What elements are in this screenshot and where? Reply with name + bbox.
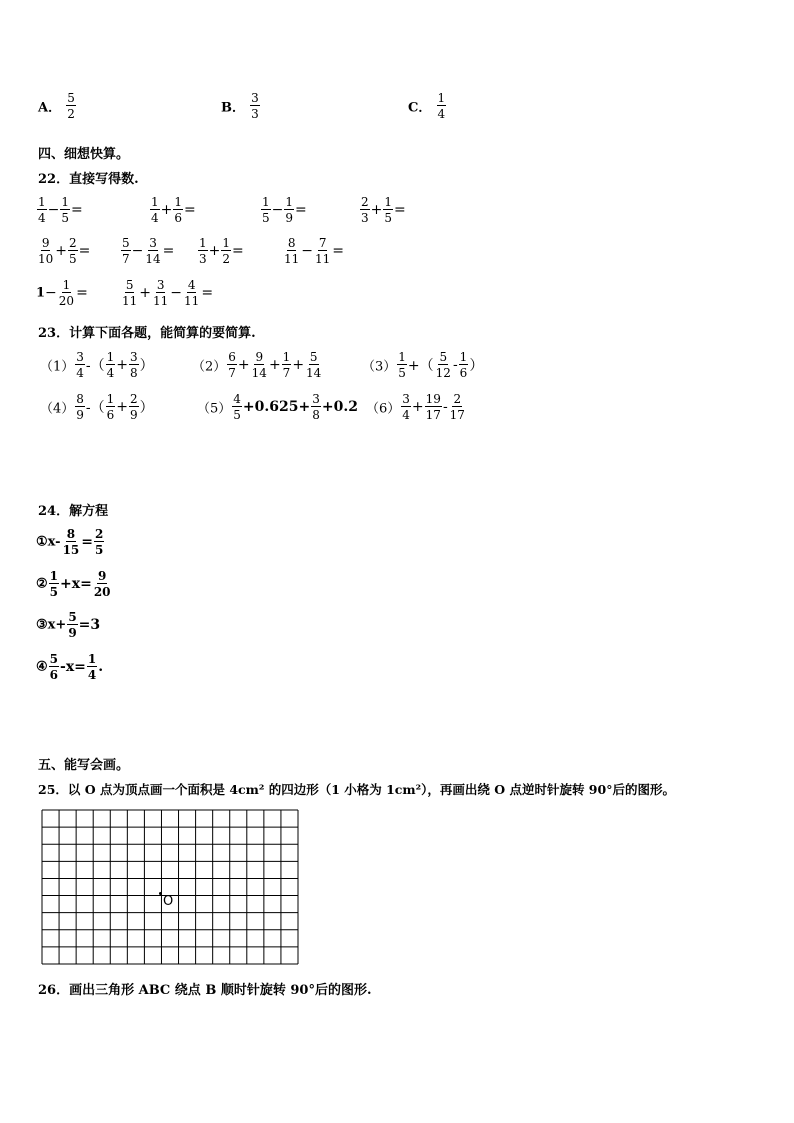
q22-item: $\frac{2}{3}$ + $\frac{1}{5}$ = xyxy=(361,195,406,225)
q22-item: $\frac{1}{5}$ − $\frac{1}{9}$ = xyxy=(262,195,307,225)
q22-item: $\frac{1}{4}$ − $\frac{1}{5}$ = xyxy=(38,195,83,225)
q23-item: （5） $\frac{4}{5}$ +0.625+ $\frac{3}{8}$ +0.2 xyxy=(197,392,358,422)
point-o-label: O xyxy=(163,894,174,909)
q23-title: 23．计算下面各题，能简算的要简算. xyxy=(38,326,256,341)
q22-item: $\frac{5}{11}$ + $\frac{3}{11}$ − $\frac{4}{11}$ = xyxy=(122,278,214,308)
q23-item: （1） $\frac{3}{4}$ -（ $\frac{1}{4}$ + $\frac{3}{8}$ ） xyxy=(40,350,154,380)
section-4-title: 四、细想快算。 xyxy=(38,147,130,162)
point-o-dot xyxy=(159,892,162,895)
q22-item: $\frac{1}{3}$ + $\frac{1}{2}$ = xyxy=(199,236,244,266)
q23-item: （2） $\frac{6}{7}$ + $\frac{9}{14}$ + $\frac{1}{7}$ + $\frac{5}{14}$ xyxy=(192,350,322,380)
square-grid xyxy=(41,809,299,969)
option-c-label: C． xyxy=(408,100,432,116)
option-b-label: B． xyxy=(221,100,245,116)
option-a-fraction: $\frac{5}{2}$ xyxy=(67,91,75,121)
section-5-title: 五、能写会画。 xyxy=(38,758,130,773)
option-b xyxy=(221,92,261,120)
q24-equation: ④ $\frac{5}{6}$ -x= $\frac{1}{4}$ . xyxy=(36,652,104,682)
q22-item: $\frac{5}{7}$ − $\frac{3}{14}$ = xyxy=(122,236,175,266)
q24-equation: ③x+ $\frac{5}{9}$ =3 xyxy=(36,610,101,640)
option-a xyxy=(38,92,77,120)
q22-title: 22．直接写得数. xyxy=(38,172,139,187)
option-b-fraction: $\frac{3}{3}$ xyxy=(251,91,259,121)
q22-item: $\frac{8}{11}$ − $\frac{7}{11}$ = xyxy=(284,236,345,266)
option-a-label: A． xyxy=(38,100,62,116)
q22-item: $\frac{9}{10}$ + $\frac{2}{5}$ = xyxy=(38,236,91,266)
q22-item: 1− $\frac{1}{20}$ = xyxy=(36,278,88,308)
q24-equation: ①x- $\frac{8}{15}$ = $\frac{2}{5}$ xyxy=(36,527,104,557)
q24-title: 24．解方程 xyxy=(38,504,109,519)
option-c xyxy=(408,92,447,120)
q23-item: （3） $\frac{1}{5}$ +（ $\frac{5}{12}$ - $\frac{1}{6}$ ） xyxy=(362,350,484,380)
grid-svg xyxy=(41,809,299,965)
q22-item: $\frac{1}{4}$ + $\frac{1}{6}$ = xyxy=(151,195,196,225)
option-c-fraction: $\frac{1}{4}$ xyxy=(437,91,446,121)
q23-item: （4） $\frac{8}{9}$ -（ $\frac{1}{6}$ + $\frac{2}{9}$ ） xyxy=(40,392,154,422)
q24-equation: ② $\frac{1}{5}$ +x= $\frac{9}{20}$ xyxy=(36,569,111,599)
q25-title: 25．以 O 点为顶点画一个面积是 4cm² 的四边形（1 小格为 1cm²），再画出绕 O 点逆时针旋转 90°后的图形。 xyxy=(38,782,675,797)
q26-title: 26．画出三角形 ABC 绕点 B 顺时针旋转 90°后的图形. xyxy=(38,983,372,998)
q23-item: （6） $\frac{3}{4}$ + $\frac{19}{17}$ - $\frac{2}{17}$ xyxy=(366,392,465,422)
